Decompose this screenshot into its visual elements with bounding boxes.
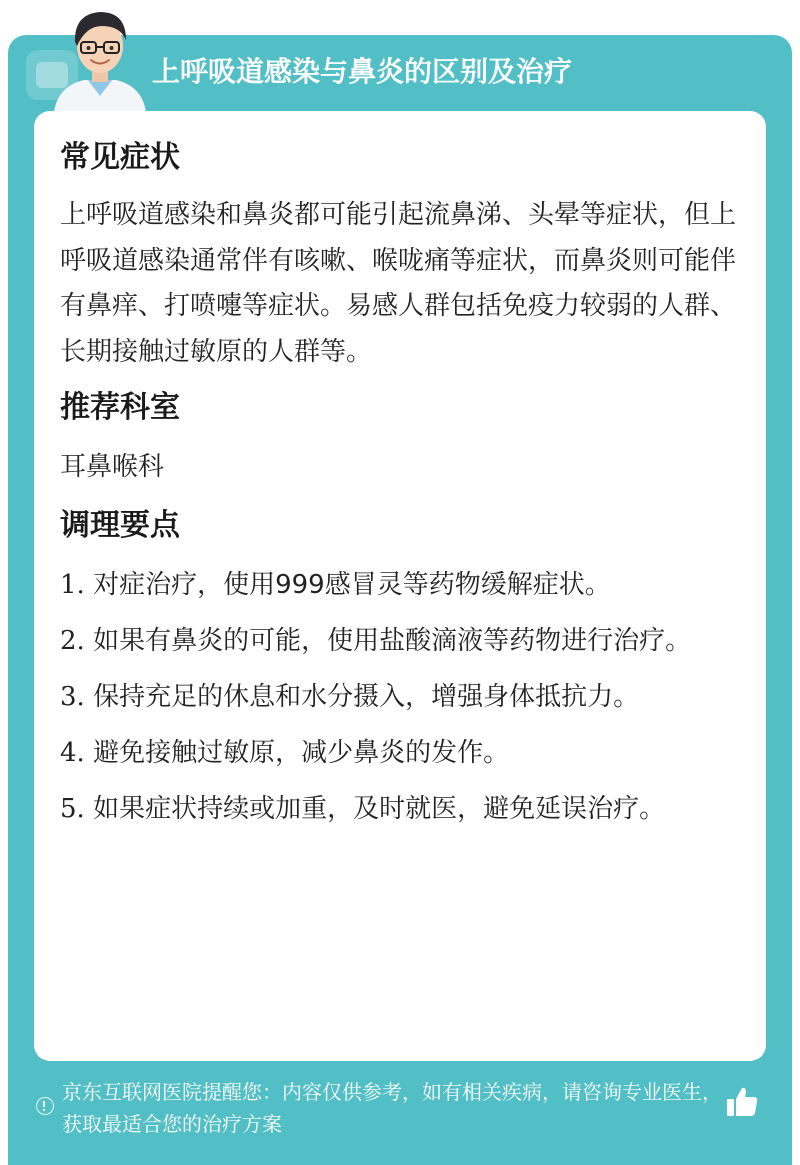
doctor-avatar-icon xyxy=(44,0,156,112)
list-item xyxy=(60,731,742,775)
list-item xyxy=(60,563,742,607)
thumbs-up-icon[interactable] xyxy=(724,1084,760,1120)
info-icon xyxy=(36,1097,54,1115)
department-text: 耳鼻喉科 xyxy=(60,452,165,482)
list-item xyxy=(60,619,742,663)
list-item-number: 4. xyxy=(60,738,85,768)
list-item-text: 对症治疗，使用999感冒灵等药物缓解症状。 xyxy=(93,570,611,600)
list-item xyxy=(60,787,742,831)
list-item xyxy=(60,675,742,719)
symptoms-text: 上呼吸道感染和鼻炎都可能引起流鼻涕、头晕等症状，但上呼吸道感染通常伴有咳嗽、喉咙痛等症状，而鼻炎则可能伴有鼻痒、打喷嚏等症状。易感人群包括免疫力较弱的人群、长期接触过敏原的人群等。 xyxy=(60,200,737,367)
symptoms-heading: 常见症状 xyxy=(60,140,180,175)
list-item-text: 避免接触过敏原，减少鼻炎的发作。 xyxy=(93,738,510,768)
list-item-number: 3. xyxy=(60,682,85,712)
department-heading: 推荐科室 xyxy=(60,390,180,425)
list-item-text: 保持充足的休息和水分摄入，增强身体抵抗力。 xyxy=(93,682,640,712)
list-item-number: 1. xyxy=(60,570,85,600)
list-item-text: 如果有鼻炎的可能，使用盐酸滴液等药物进行治疗。 xyxy=(93,626,692,656)
list-item-number: 2. xyxy=(60,626,85,656)
list-item-number: 5. xyxy=(60,794,85,824)
content-body xyxy=(60,133,742,843)
page-title: 上呼吸道感染与鼻炎的区别及治疗 xyxy=(152,55,573,88)
care-heading: 调理要点 xyxy=(60,508,180,543)
footer-disclaimer: 京东互联网医院提醒您：内容仅供参考，如有相关疾病，请咨询专业医生，获取最适合您的治疗方案 xyxy=(62,1080,722,1136)
care-list xyxy=(60,563,742,831)
content-card xyxy=(34,111,766,1061)
list-item-text: 如果症状持续或加重，及时就医，避免延误治疗。 xyxy=(93,794,666,824)
